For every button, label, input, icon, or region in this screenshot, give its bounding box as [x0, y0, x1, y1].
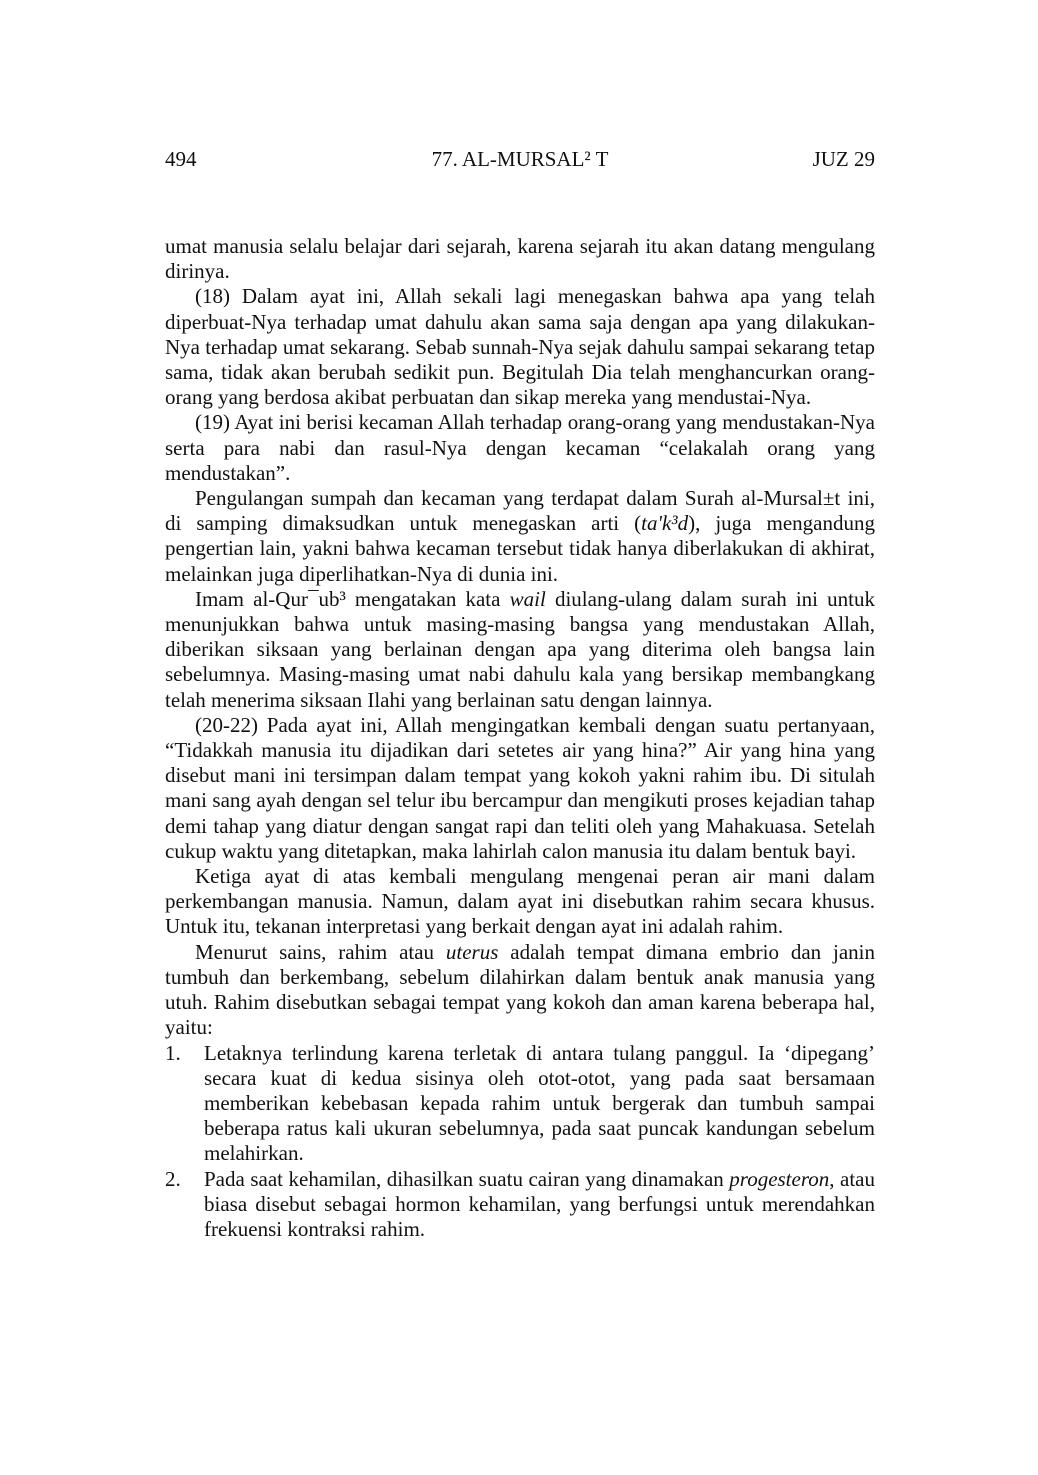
- juz-label: JUZ 29: [812, 147, 875, 171]
- list-text: Letaknya terlindung karena terletak di antara tulang panggul. Ia ‘dipegang’ secara kuat di kedua sisinya oleh otot-otot, yang pada saat bersamaan memberikan kebebasan kepada rahim untuk bergerak dan tumbuh sampai beberapa ratus kali ukuran sebelumnya, pada saat puncak kandungan sebelum melahirkan.: [204, 1040, 875, 1166]
- italic-term: progesteron: [729, 1166, 830, 1191]
- list-text: [204, 1167, 875, 1241]
- paragraph: (18) Dalam ayat ini, Allah sekali lagi menegaskan bahwa apa yang telah diperbuat-Nya terhadap umat dahulu akan sama saja dengan apa yang dilakukan-Nya terhadap umat sekarang. Sebab sunnah-Nya sejak dahulu sampai sekarang tetap sama, tidak akan berubah sedikit pun. Begitulah Dia telah menghancurkan orang-orang yang berdosa akibat perbuatan dan sikap mereka yang mendustai-Nya.: [165, 284, 875, 410]
- paragraph: umat manusia selalu belajar dari sejarah, karena sejarah itu akan datang mengulang dirinya.: [165, 234, 875, 284]
- list-number: 1.: [165, 1040, 181, 1065]
- list-text-part: , atau biasa disebut sebagai hormon kehamilan, yang berfungsi untuk merendahkan frekuensi kontraksi rahim.: [204, 1166, 875, 1241]
- list-number: 2.: [165, 1166, 181, 1191]
- numbered-list: [165, 1041, 875, 1243]
- paragraph: [165, 486, 875, 587]
- paragraph: [165, 587, 875, 713]
- paragraph-text: adalah tempat dimana embrio dan janin tumbuh dan berkembang, sebelum dilahirkan dalam bentuk anak manusia yang utuh. Rahim disebutkan sebagai tempat yang kokoh dan aman karena beberapa hal, yaitu:: [165, 939, 876, 1040]
- paragraph: [165, 940, 875, 1041]
- page-body: [165, 234, 875, 1242]
- paragraph-text: Pengulangan sumpah dan kecaman yang terdapat dalam Surah al-Mursal±t ini, di samping dimaksudkan untuk menegaskan arti (: [165, 486, 875, 536]
- list-text-part: Pada saat kehamilan, dihasilkan suatu cairan yang dinamakan: [204, 1166, 730, 1191]
- paragraph-text: Imam al-Qur¯ub³ mengatakan kata: [195, 586, 510, 611]
- page-header: [165, 146, 875, 172]
- list-item: [165, 1167, 875, 1243]
- italic-term: uterus: [445, 939, 499, 964]
- paragraph-text: ), juga mengandung pengertian lain, yakni bahwa kecaman tersebut tidak hanya diberlakukan di akhirat, melainkan juga diperlihatkan-Nya di dunia ini.: [165, 511, 875, 586]
- paragraph-text: Menurut sains, rahim atau: [195, 939, 446, 964]
- chapter-title: 77. AL-MURSAL² T: [431, 147, 609, 171]
- page-number: 494: [165, 147, 197, 171]
- italic-term: ta'k³d: [641, 511, 689, 536]
- italic-term: wail: [509, 586, 546, 611]
- list-item: [165, 1041, 875, 1167]
- paragraph: (19) Ayat ini berisi kecaman Allah terhadap orang-orang yang mendustakan-Nya serta para nabi dan rasul-Nya dengan kecaman “celakalah orang yang mendustakan”.: [165, 410, 875, 485]
- paragraph: Ketiga ayat di atas kembali mengulang mengenai peran air mani dalam perkembangan manusia. Namun, dalam ayat ini disebutkan rahim secara khusus. Untuk itu, tekanan interpretasi yang berkait dengan ayat ini adalah rahim.: [165, 864, 875, 939]
- paragraph-text: diulang-ulang dalam surah ini untuk menunjukkan bahwa untuk masing-masing bangsa yang mendustakan Allah, diberikan siksaan yang berlainan dengan apa yang diterima oleh bangsa lain sebelumnya. Masing-masing umat nabi dahulu kala yang bersikap membangkang telah menerima siksaan Ilahi yang berlainan satu dengan lainnya.: [165, 586, 875, 712]
- paragraph: (20-22) Pada ayat ini, Allah mengingatkan kembali dengan suatu pertanyaan, “Tidakkah manusia itu dijadikan dari setetes air yang hina?” Air yang hina yang disebut mani ini tersimpan dalam tempat yang kokoh yakni rahim ibu. Di situlah mani sang ayah dengan sel telur ibu bercampur dan mengikuti proses kejadian tahap demi tahap yang diatur dengan sangat rapi dan teliti oleh yang Mahakuasa. Setelah cukup waktu yang ditetapkan, maka lahirlah calon manusia itu dalam bentuk bayi.: [165, 712, 875, 863]
